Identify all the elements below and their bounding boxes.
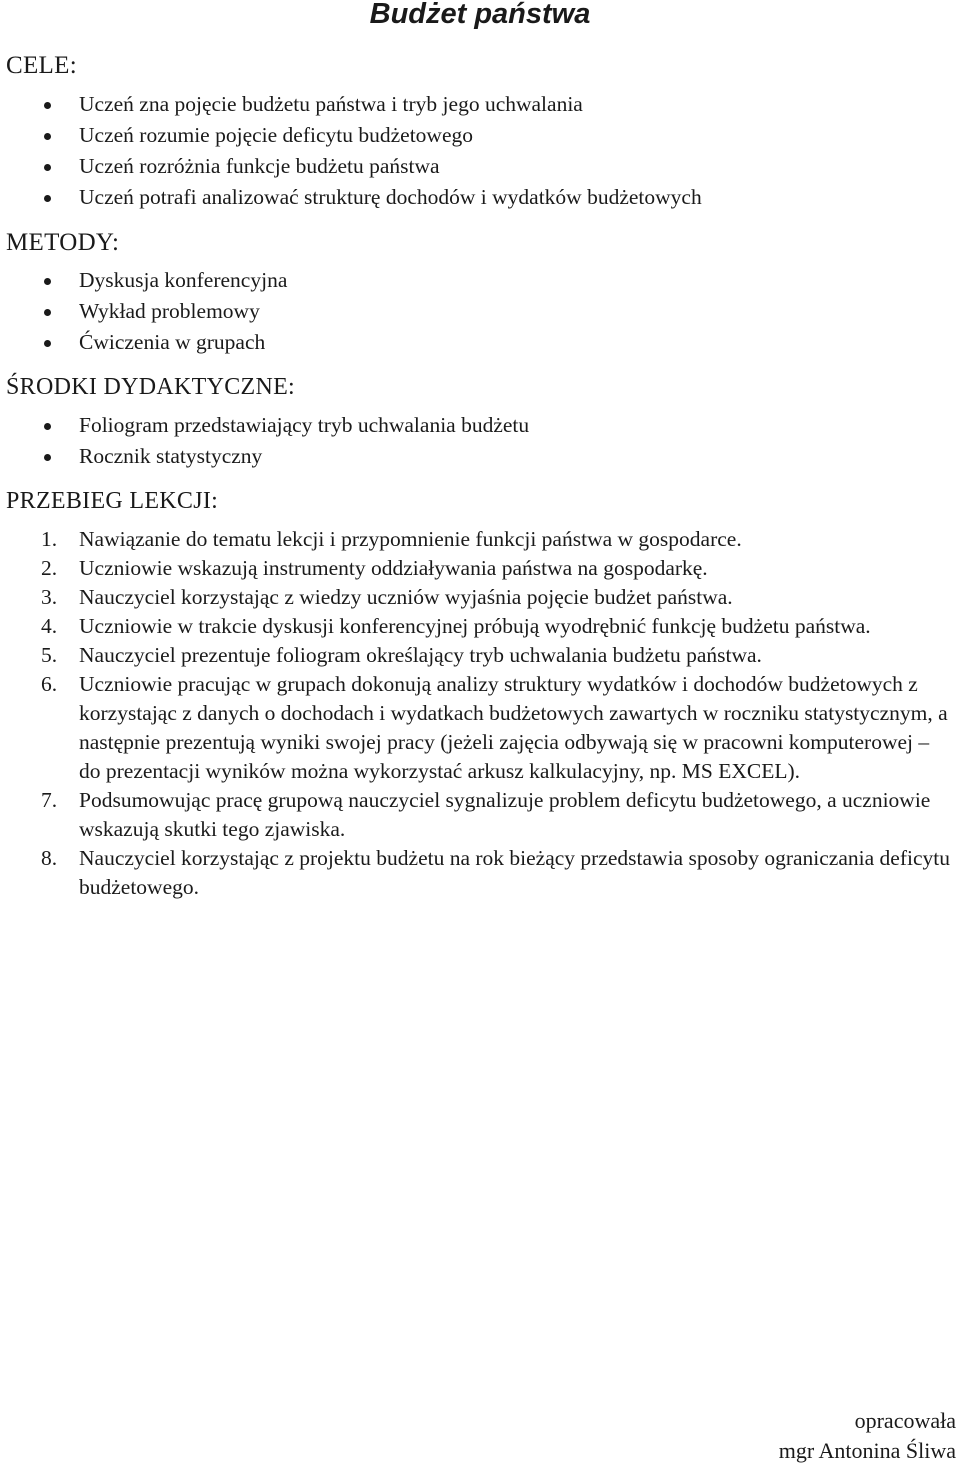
step-item	[0, 786, 960, 844]
step-number: 2.	[41, 556, 58, 580]
step-number: 6.	[41, 672, 58, 696]
metody-list	[0, 265, 287, 358]
step-text: Nauczyciel prezentuje foliogram określający tryb uchwalania budżetu państwa.	[79, 643, 762, 667]
step-item	[0, 670, 960, 786]
step-item	[0, 844, 960, 902]
list-item: Rocznik statystyczny	[0, 441, 529, 472]
list-item: Uczeń zna pojęcie budżetu państwa i tryb jego uchwalania	[0, 89, 702, 120]
step-item	[0, 583, 960, 612]
signature-prepared-by: opracowała	[854, 1408, 956, 1433]
step-text: Nauczyciel korzystając z projektu budżetu na rok bieżący przedstawia sposoby ograniczania deficytu budżetowego.	[79, 846, 950, 899]
step-item	[0, 525, 960, 554]
step-text: Uczniowie w trakcie dyskusji konferencyjnej próbują wyodrębnić funkcję budżetu państwa.	[79, 614, 871, 638]
signature-author-name: mgr Antonina Śliwa	[778, 1438, 956, 1463]
section-heading-cele: CELE:	[6, 52, 77, 79]
step-number: 4.	[41, 614, 58, 638]
step-number: 1.	[41, 527, 58, 551]
step-text: Nauczyciel korzystając z wiedzy uczniów wyjaśnia pojęcie budżet państwa.	[79, 585, 733, 609]
page-title: Budżet państwa	[369, 0, 591, 30]
step-text: Uczniowie wskazują instrumenty oddziaływania państwa na gospodarkę.	[79, 556, 708, 580]
step-item	[0, 554, 960, 583]
list-item: Uczeń rozróżnia funkcje budżetu państwa	[0, 151, 702, 182]
author-signature	[779, 1406, 956, 1466]
przebieg-steps	[0, 525, 960, 902]
list-item: Uczeń rozumie pojęcie deficytu budżetowego	[0, 120, 702, 151]
section-heading-metody: METODY:	[6, 229, 120, 256]
cele-list	[0, 89, 702, 213]
step-number: 7.	[41, 788, 58, 812]
step-text: Nawiązanie do tematu lekcji i przypomnienie funkcji państwa w gospodarce.	[79, 527, 742, 551]
step-text: Podsumowując pracę grupową nauczyciel sygnalizuje problem deficytu budżetowego, a uczniowie wskazują skutki tego zjawiska.	[79, 788, 931, 841]
step-item	[0, 612, 960, 641]
srodki-list	[0, 410, 529, 472]
list-item: Wykład problemowy	[0, 296, 287, 327]
step-number: 8.	[41, 846, 58, 870]
list-item: Ćwiczenia w grupach	[0, 327, 287, 358]
step-number: 5.	[41, 643, 58, 667]
list-item: Dyskusja konferencyjna	[0, 265, 287, 296]
section-heading-przebieg: PRZEBIEG LEKCJI:	[6, 488, 219, 514]
step-number: 3.	[41, 585, 58, 609]
list-item: Foliogram przedstawiający tryb uchwalania budżetu	[0, 410, 529, 441]
step-item	[0, 641, 960, 670]
section-heading-srodki: ŚRODKI DYDAKTYCZNE:	[6, 374, 296, 400]
list-item: Uczeń potrafi analizować strukturę dochodów i wydatków budżetowych	[0, 182, 702, 213]
step-text: Uczniowie pracując w grupach dokonują analizy struktury wydatków i dochodów budżetowych z korzystając z danych o dochodach i wydatkach budżetowych zawartych w roczniku statystycznym, a następnie prezentują wyniki swojej pracy (jeżeli zajęcia odbywają się w pracowni komputerowej – do prezentacji wyników można wykorzystać arkusz kalkulacyjny, np. MS EXCEL).	[79, 672, 948, 783]
